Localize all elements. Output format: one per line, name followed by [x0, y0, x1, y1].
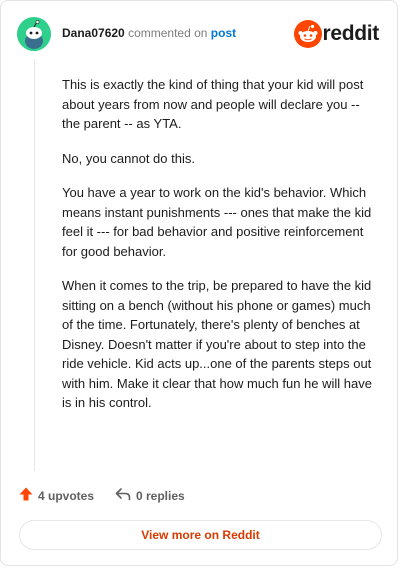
reddit-snoo-icon — [294, 20, 322, 48]
view-more-button[interactable]: View more on Reddit — [19, 520, 382, 550]
comment-paragraph: You have a year to work on the kid's behavior. Which means instant punishments --- ones that make the kid feel it --- for bad behavior and positive reinforcement for good behavior. — [62, 185, 372, 259]
reddit-wordmark: reddit — [322, 22, 379, 45]
comment-paragraph: When it comes to the trip, be prepared to have the kid sitting on a bench (without his phone or games) much of the time. Fortunately, there's plenty of benches at Disney. Doesn't matter if you're about to step into the ride vehicle. Kid acts up...one of the parents steps out with him. Make it clear that how much fun he will have is in his control. — [62, 278, 372, 410]
comment-header — [17, 17, 381, 51]
comment-paragraph: This is exactly the kind of thing that your kid will post about years from now and people will declare you -- the parent -- as YTA. — [62, 77, 364, 131]
upvotes-count: 4 upvotes — [38, 488, 95, 503]
comment-paragraph: No, you cannot do this. — [62, 150, 195, 166]
upvote-arrow-icon — [19, 487, 38, 504]
username[interactable]: Dana07620 — [62, 26, 125, 40]
replies-count: 0 replies — [136, 488, 185, 503]
comment-meta — [62, 26, 236, 40]
comment-body — [62, 75, 377, 428]
post-link[interactable]: post — [210, 26, 237, 40]
action-text: commented on — [128, 26, 208, 40]
replies-button[interactable] — [115, 487, 185, 504]
reply-arrow-icon — [115, 487, 136, 504]
upvote-button[interactable] — [19, 487, 94, 504]
comment-actions — [19, 487, 379, 505]
snoo-avatar-icon[interactable] — [17, 17, 51, 51]
thread-line — [34, 59, 35, 471]
